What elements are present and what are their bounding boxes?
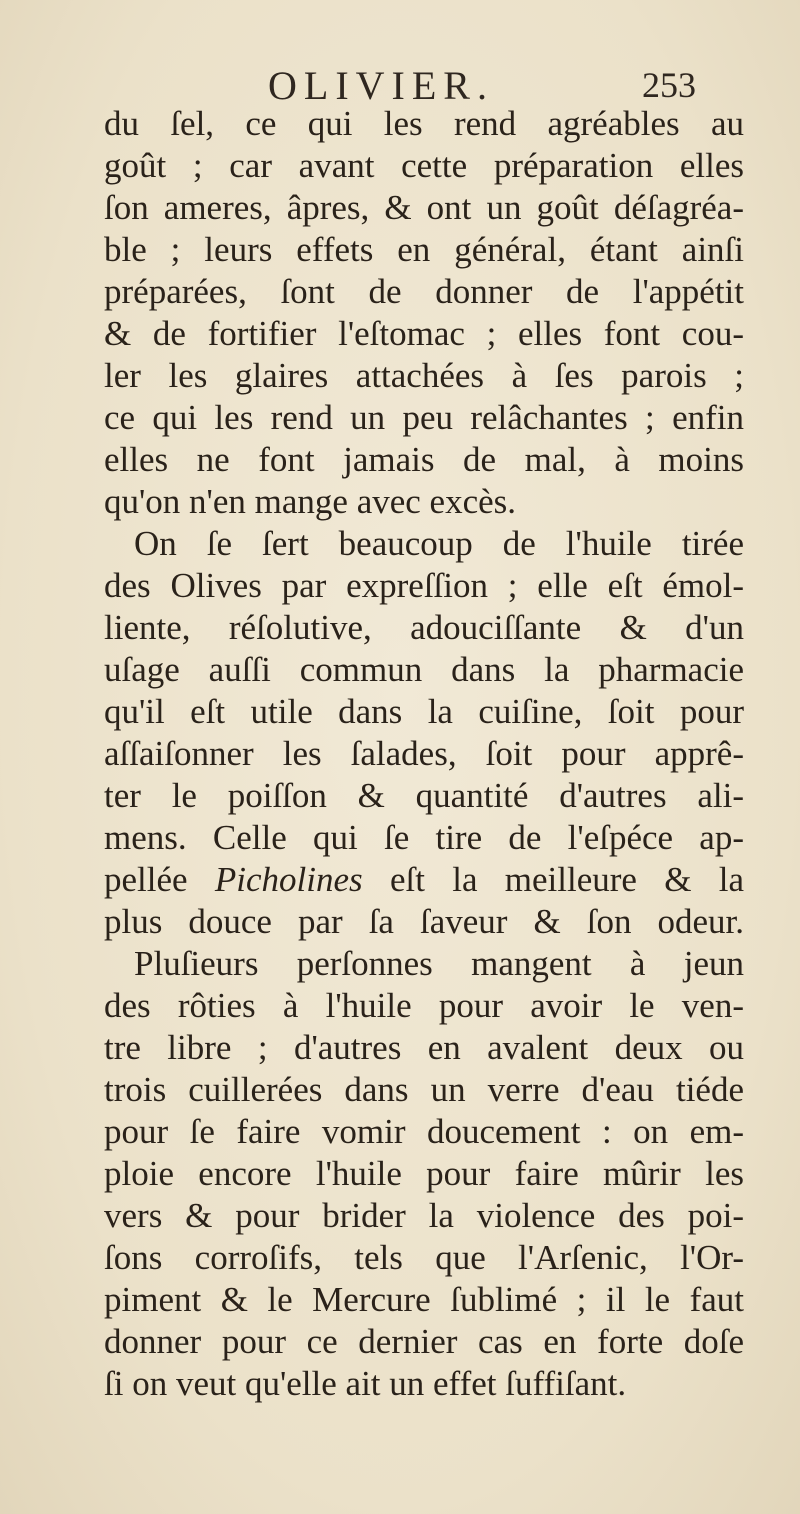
italic-term: Picholines bbox=[214, 860, 363, 899]
text-line: ſon ameres, âpres, & ont un goût déſagréa- bbox=[104, 188, 744, 227]
page-number: 253 bbox=[642, 65, 696, 105]
text-line: mens. Celle qui ſe tire de l'eſpéce ap- bbox=[104, 818, 744, 857]
text-line: elles ne font jamais de mal, à moins bbox=[104, 440, 744, 479]
text-line: liente, réſolutive, adouciſſante & d'un bbox=[104, 608, 744, 647]
text-line: ce qui les rend un peu relâchantes ; enfin bbox=[104, 398, 744, 437]
text-line: qu'il eſt utile dans la cuiſine, ſoit pour bbox=[104, 692, 744, 731]
text-line: plus douce par ſa ſaveur & ſon odeur. bbox=[104, 902, 744, 941]
text-line: Pluſieurs perſonnes mangent à jeun bbox=[134, 944, 744, 983]
text-line: On ſe ſert beaucoup de l'huile tirée bbox=[134, 524, 744, 563]
text-line-mixed bbox=[104, 859, 744, 901]
text-line: goût ; car avant cette préparation elles bbox=[104, 146, 744, 185]
text-line: des rôties à l'huile pour avoir le ven- bbox=[104, 986, 744, 1025]
text-line: donner pour ce dernier cas en forte doſe bbox=[104, 1322, 744, 1361]
text-line: du ſel, ce qui les rend agréables au bbox=[104, 104, 744, 143]
text-line: ler les glaires attachées à ſes parois ; bbox=[104, 356, 744, 395]
text-line: ſi on veut qu'elle ait un effet ſuffiſant. bbox=[104, 1364, 627, 1403]
text-line: trois cuillerées dans un verre d'eau tiéde bbox=[104, 1070, 744, 1109]
text-line: ter le poiſſon & quantité d'autres ali- bbox=[104, 776, 744, 815]
text-line: qu'on n'en mange avec excès. bbox=[104, 482, 517, 521]
text-fragment: eſt la meilleure & la bbox=[389, 860, 745, 899]
body-text bbox=[104, 103, 744, 1405]
text-line: piment & le Mercure ſublimé ; il le faut bbox=[104, 1280, 744, 1319]
text-line: tre libre ; d'autres en avalent deux ou bbox=[104, 1028, 744, 1067]
text-line: préparées, ſont de donner de l'appétit bbox=[104, 272, 744, 311]
text-line: des Olives par expreſſion ; elle eſt émol- bbox=[104, 566, 744, 605]
text-line: vers & pour brider la violence des poi- bbox=[104, 1196, 744, 1235]
text-line: uſage auſſi commun dans la pharmacie bbox=[104, 650, 744, 689]
text-line: & de fortifier l'eſtomac ; elles font cou- bbox=[104, 314, 744, 353]
running-title: OLIVIER. bbox=[268, 63, 494, 108]
text-line: ploie encore l'huile pour faire mûrir les bbox=[104, 1154, 744, 1193]
text-line: aſſaiſonner les ſalades, ſoit pour apprê- bbox=[104, 734, 744, 773]
text-line: ſons corroſifs, tels que l'Arſenic, l'Or- bbox=[104, 1238, 744, 1277]
text-fragment: pellée bbox=[104, 860, 188, 899]
text-line: pour ſe faire vomir doucement : on em- bbox=[104, 1112, 744, 1151]
text-line: ble ; leurs effets en général, étant ainſi bbox=[104, 230, 744, 269]
